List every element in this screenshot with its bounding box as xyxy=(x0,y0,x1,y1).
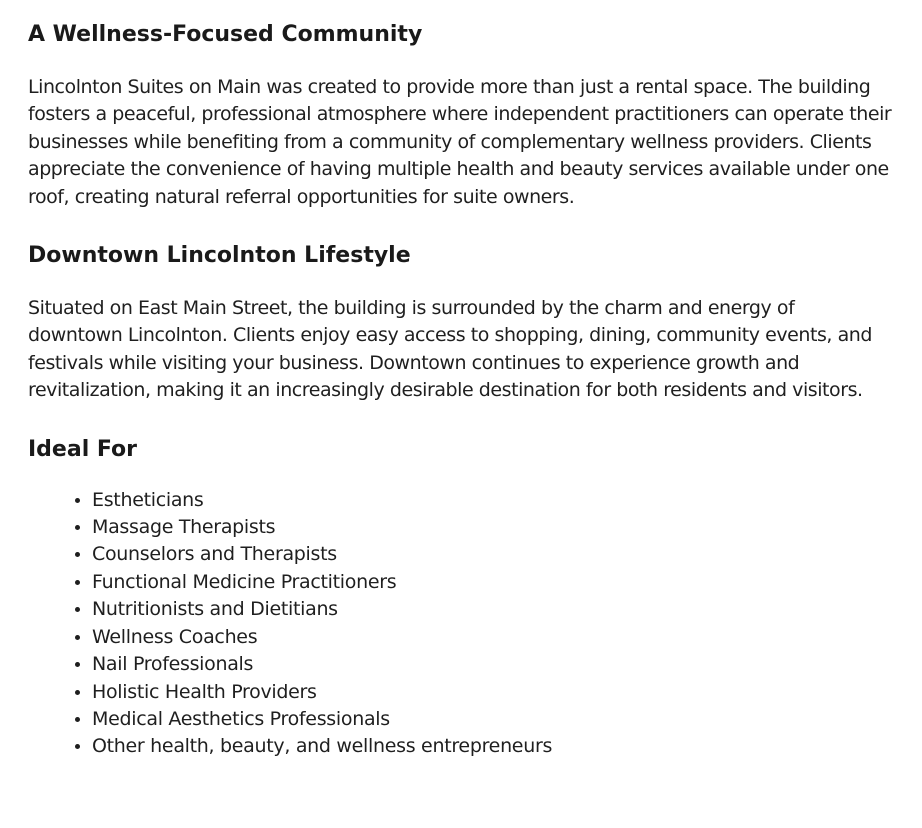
list-item: • Counselors and Therapists xyxy=(92,541,894,568)
list-item: • Wellness Coaches xyxy=(92,624,894,651)
list-item: • Other health, beauty, and wellness entrepreneurs xyxy=(92,733,894,760)
list-item: • Functional Medicine Practitioners xyxy=(92,569,894,596)
section-heading: Downtown Lincolnton Lifestyle xyxy=(28,243,411,269)
section-heading: Ideal For xyxy=(28,436,138,462)
section-paragraph: Situated on East Main Street, the building is surrounded by the charm and energy of downtown Lincolnton. Clients enjoy easy access to shopping, dining, community events, and festivals while visiting your business. Downtown continues to experience growth and revitalization, making it an increasingly desirable destination for both residents and visitors. xyxy=(28,297,872,402)
ideal-for-list xyxy=(28,487,894,761)
list-item: • Massage Therapists xyxy=(92,514,894,541)
section-ideal-for xyxy=(28,435,894,761)
list-item: • Nutritionists and Dietitians xyxy=(92,596,894,623)
list-item: • Nail Professionals xyxy=(92,651,894,678)
list-item: • Holistic Health Providers xyxy=(92,679,894,706)
list-item: • Medical Aesthetics Professionals xyxy=(92,706,894,733)
section-paragraph: Lincolnton Suites on Main was created to provide more than just a rental space. The building fosters a peaceful, professional atmosphere where independent practitioners can operate their businesses while benefiting from a community of complementary wellness providers. Clients appreciate the convenience of having multiple health and beauty services available under one roof, creating natural referral opportunities for suite owners. xyxy=(28,76,892,208)
section-downtown-lifestyle xyxy=(28,241,894,405)
list-item: • Estheticians xyxy=(92,487,894,514)
section-wellness-community xyxy=(28,20,894,211)
section-heading: A Wellness-Focused Community xyxy=(28,22,423,47)
